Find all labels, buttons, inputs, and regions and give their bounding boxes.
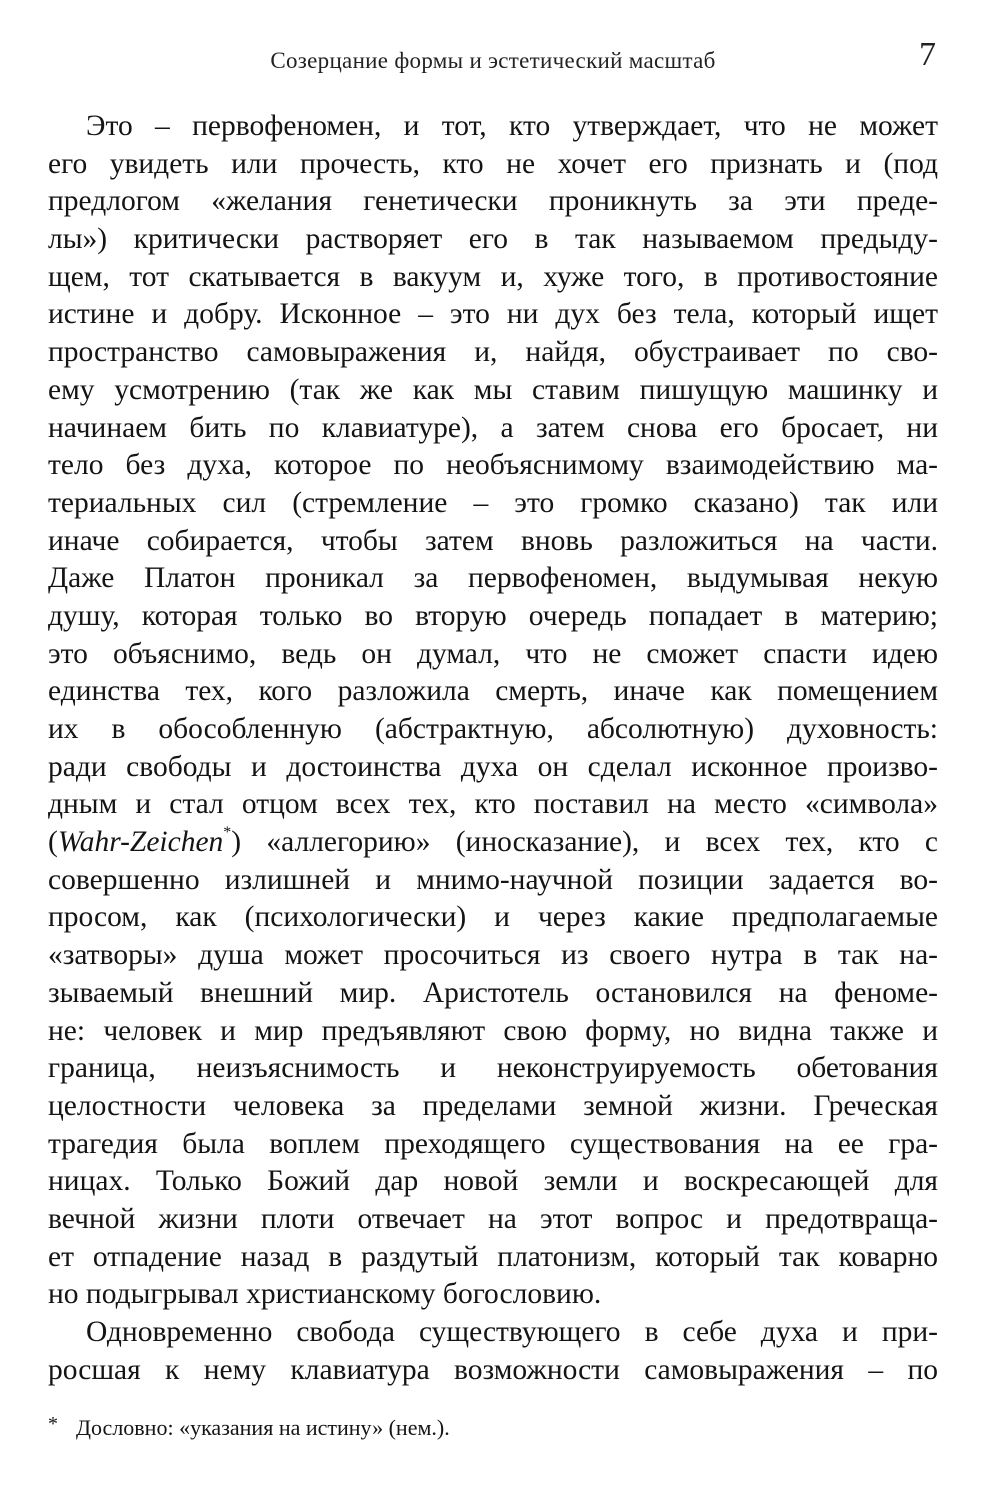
text-line: их в обособленную (абстрактную, абсолютную) духовность:: [48, 713, 938, 745]
text-line: но подыгрывал христианскому богословию.: [48, 1278, 602, 1311]
text-line: Это – первофеномен, и тот, кто утверждает, что не может: [86, 110, 938, 142]
text-line: ницах. Только Божий дар новой земли и воскресающей для: [48, 1165, 938, 1198]
text-line: ради свободы и достоинства духа он сделал исконное произво-: [48, 750, 938, 783]
text-line: просом, как (психологически) и через какие предполагаемые: [48, 901, 938, 934]
text-line: териальных сил (стремление – это громко сказано) так или: [48, 486, 938, 519]
text-line-wahr-zeichen: [48, 824, 938, 862]
text-line: предлогом «желания генетически проникнуть за эти преде-: [48, 185, 938, 218]
text-line: трагедия была воплем преходящего существования на ее гра-: [48, 1127, 938, 1160]
footnote-mark: *: [48, 1413, 58, 1435]
text-line: Одновременно свобода существующего в себе духа и при-: [86, 1316, 938, 1348]
text-line: пространство самовыражения и, найдя, обустраивает по сво-: [48, 336, 938, 369]
text-line: щем, тот скатывается в вакуум и, хуже того, в противостояние: [48, 260, 938, 293]
footnote-reference[interactable]: *: [223, 824, 232, 842]
footnote-text: Дословно: «указания на истину» (нем.).: [76, 1415, 450, 1440]
text-line: начинаем бить по клавиатуре), а затем снова его бросает, ни: [48, 411, 938, 444]
text-line: душу, которая только во вторую очередь попадает в материю;: [48, 599, 938, 632]
text-line: дным и стал отцом всех тех, кто поставил на место «символа»: [48, 788, 938, 821]
text-line: лы») критически растворяет его в так называемом предыду-: [48, 223, 938, 256]
text-line: Даже Платон проникал за первофеномен, выдумывая некую: [48, 562, 938, 595]
page-number: 7: [919, 36, 936, 73]
text-line: «затворы» душа может просочиться из своего нутра в так на-: [48, 939, 938, 972]
text-line: ему усмотрению (так же как мы ставим пишущую машинку и: [48, 373, 938, 406]
body-text: [48, 108, 938, 1389]
text-line: иначе собирается, чтобы затем вновь разложиться на части.: [48, 524, 938, 557]
text-line: это объяснимо, ведь он думал, что не сможет спасти идею: [48, 637, 938, 670]
text-line: не: человек и мир предъявляют свою форму, но видна также и: [48, 1014, 938, 1047]
text-line: тело без духа, которое по необъяснимому взаимодействию ма-: [48, 449, 938, 482]
line-rest: ) «аллегорию» (иносказание), и всех тех, кто с: [231, 826, 938, 859]
text-line: ет отпадение назад в раздутый платонизм, который так коварно: [48, 1240, 938, 1273]
text-line: его увидеть или прочесть, кто не хочет его признать и (под: [48, 147, 938, 180]
text-line: совершенно излишней и мнимо-научной позиции задается во-: [48, 863, 938, 896]
term-wahr-zeichen: Wahr-Zeichen: [57, 826, 224, 859]
text-line: росшая к нему клавиатура возможности самовыражения – по: [48, 1353, 938, 1386]
text-line: зываемый внешний мир. Аристотель остановился на феноме-: [48, 976, 938, 1009]
text-line: целостности человека за пределами земной жизни. Греческая: [48, 1089, 938, 1122]
running-title: Созерцание формы и эстетический масштаб: [270, 48, 716, 73]
text-line: вечной жизни плоти отвечает на этот вопрос и предотвраща-: [48, 1202, 938, 1235]
open-paren: (: [48, 826, 58, 859]
text-line: единства тех, кого разложила смерть, иначе как помещением: [48, 675, 938, 708]
running-header: [48, 36, 938, 80]
text-line: граница, неизъяснимость и неконструируемость обетования: [48, 1052, 938, 1085]
text-line: истине и добру. Исконное – это ни дух без тела, который ищет: [48, 298, 938, 331]
